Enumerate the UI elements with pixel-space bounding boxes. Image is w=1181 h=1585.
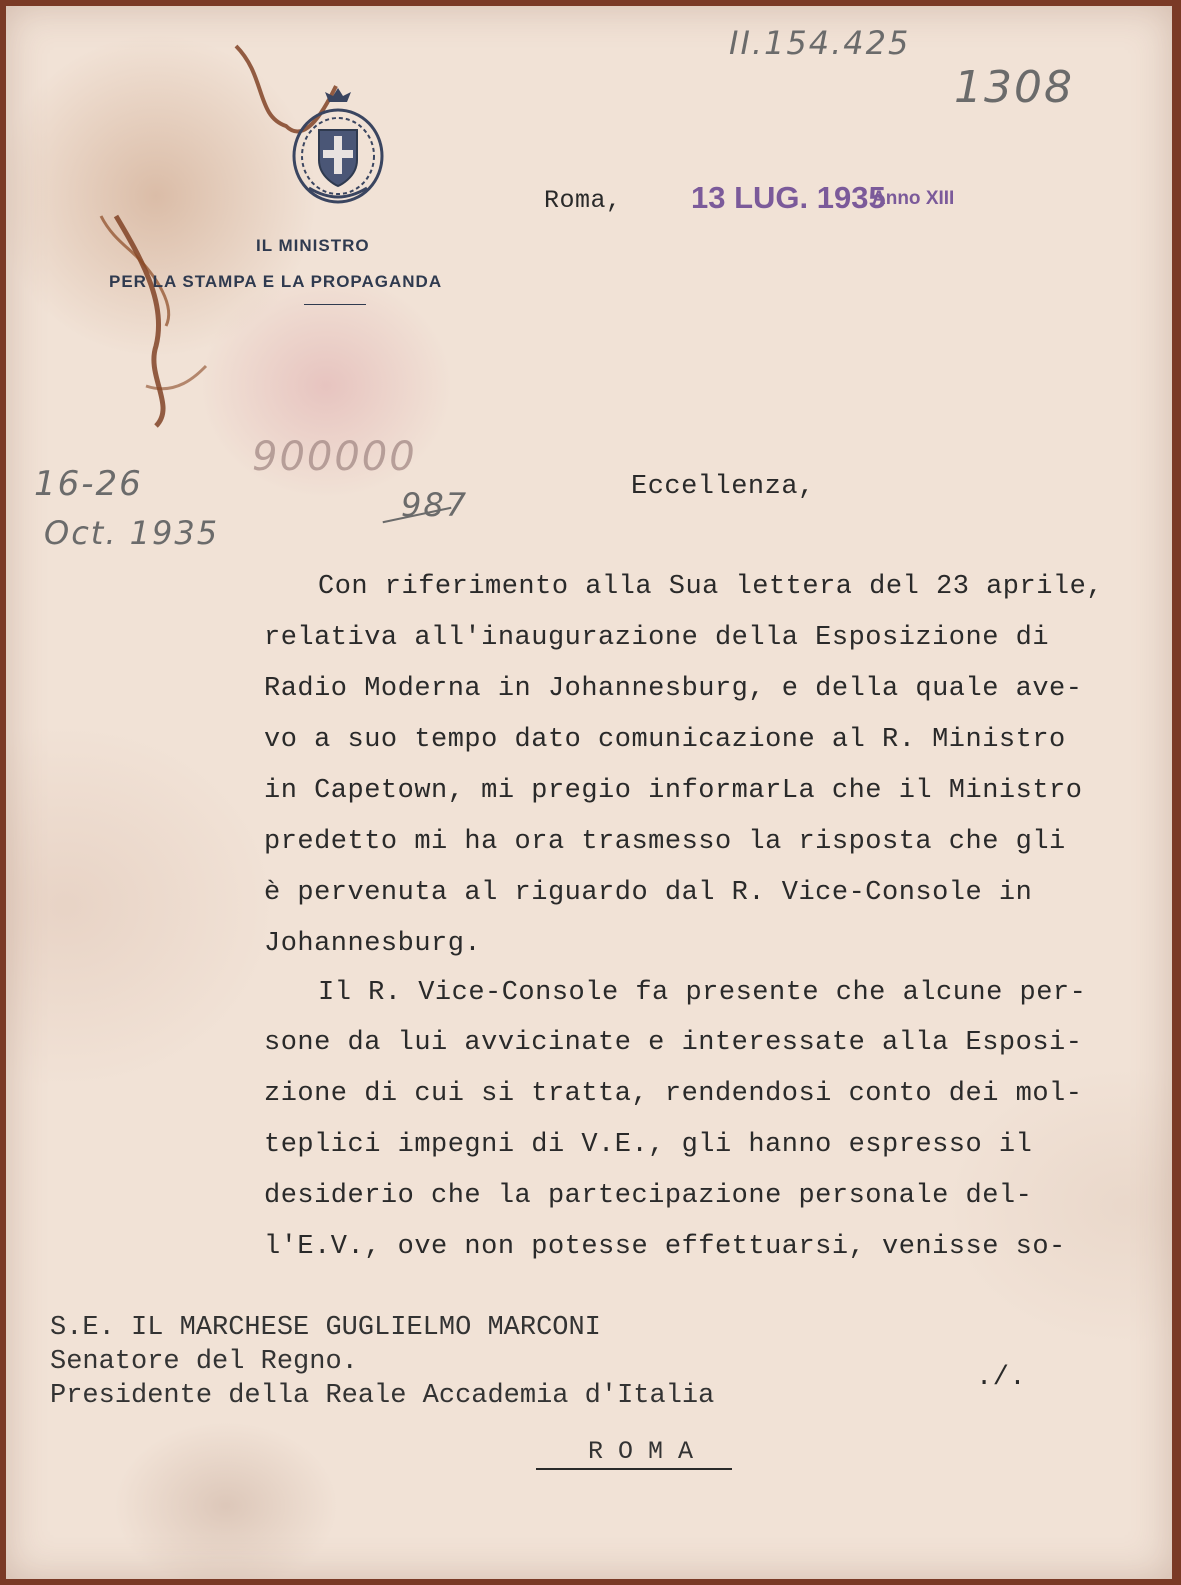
body-line: Johannesburg. [264,929,482,959]
letterhead-title: IL MINISTRO [256,236,370,255]
letterhead-subtitle: PER LA STAMPA E LA PROPAGANDA [109,272,443,291]
place-line: Roma, [544,186,622,215]
coat-of-arms-emblem [289,88,387,208]
archive-number: 1308 [954,62,1074,113]
addressee-title: Senatore del Regno. [50,1347,358,1377]
letter-sheet [6,6,1172,1579]
addressee-position: Presidente della Reale Accademia d'Italia [50,1381,715,1411]
date-stamp: 13 LUG. 1935 [691,180,886,215]
faded-reference-number: 900000 [252,434,417,480]
body-line: predetto mi ha ora trasmesso la risposta che gli [264,827,1066,857]
body-line: Con riferimento alla Sua lettera del 23 aprile, [318,572,1104,602]
body-line: vo a suo tempo dato comunicazione al R. Ministro [264,725,1066,755]
body-line: l'E.V., ove non potesse effettuarsi, venisse so- [264,1232,1066,1262]
continuation-mark: ./. [976,1363,1027,1393]
body-line: desiderio che la partecipazione personale del- [264,1181,1033,1211]
salutation: Eccellenza, [631,472,815,502]
body-line: Il R. Vice-Console fa presente che alcune per- [318,978,1087,1008]
letterhead-rule [304,304,366,305]
addressee-city: R O M A [588,1437,694,1466]
body-line: zione di cui si tratta, rendendosi conto dei mol- [264,1079,1083,1109]
body-line: sone da lui avvicinate e interessate alla Esposi- [264,1028,1083,1058]
margin-date-range: 16-26 [34,464,143,504]
addressee-name: S.E. IL MARCHESE GUGLIELMO MARCONI [50,1313,601,1343]
body-line: relativa all'inaugurazione della Esposizione di [264,623,1050,653]
city-underline [536,1468,732,1470]
body-line: in Capetown, mi pregio informarLa che il Ministro [264,776,1083,806]
body-line: è pervenuta al riguardo dal R. Vice-Console in [264,878,1033,908]
body-line: Radio Moderna in Johannesburg, e della quale ave- [264,674,1083,704]
margin-date-year: Oct. 1935 [44,514,220,552]
archive-code: II.154.425 [729,24,911,62]
date-stamp-anno: Anno XIII [872,188,955,209]
reference-sub-number: 987 [401,486,469,524]
body-line: teplici impegni di V.E., gli hanno espresso il [264,1130,1033,1160]
